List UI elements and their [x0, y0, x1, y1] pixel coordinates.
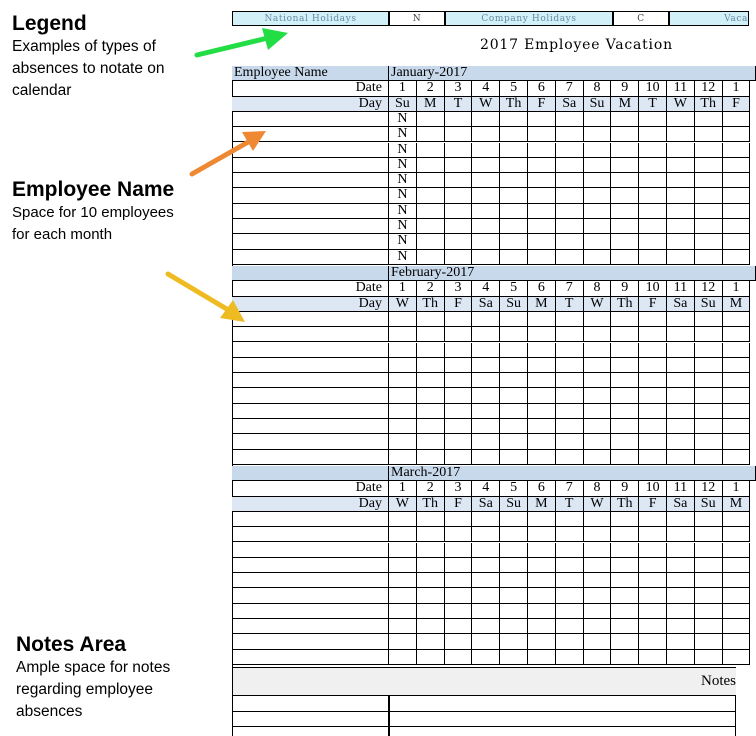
date-cell: 4	[472, 481, 500, 496]
day-cell: T	[639, 97, 667, 112]
date-cell: 3	[445, 81, 473, 96]
day-cell: M	[611, 97, 639, 112]
day-cell: W	[389, 497, 417, 512]
holiday-mark-cell[interactable]: N	[389, 143, 417, 158]
date-cell: 6	[528, 481, 556, 496]
date-cell: 11	[667, 81, 695, 96]
day-cell: W	[584, 497, 612, 512]
legend-vacation: Vaca	[669, 11, 749, 26]
date-cell: 6	[528, 81, 556, 96]
day-cell: T	[556, 297, 584, 312]
holiday-mark-cell[interactable]: N	[389, 173, 417, 188]
date-cell: 2	[417, 81, 445, 96]
day-cell: W	[667, 97, 695, 112]
holiday-mark-cell[interactable]: N	[389, 250, 417, 265]
date-cell: 2	[417, 281, 445, 296]
day-cell: W	[584, 297, 612, 312]
date-cell: 7	[556, 481, 584, 496]
day-cell: Th	[500, 97, 528, 112]
day-cell: Su	[584, 97, 612, 112]
date-cell: 9	[611, 281, 639, 296]
notes-area-description: Ample space for notes regarding employee absences	[16, 659, 171, 720]
notes-label: Notes	[232, 667, 736, 696]
date-cell: 4	[472, 281, 500, 296]
day-cell: M	[723, 497, 751, 512]
day-cell: F	[639, 497, 667, 512]
day-cell: F	[723, 97, 751, 112]
employee-name-header: Employee Name	[232, 66, 389, 81]
date-cell: 4	[472, 81, 500, 96]
day-cell: Sa	[667, 297, 695, 312]
date-cell: 11	[667, 281, 695, 296]
date-label: Date	[232, 481, 389, 496]
month-name: February-2017	[389, 266, 756, 281]
day-cell: Su	[500, 297, 528, 312]
legend-company-holidays: Company Holidays	[445, 11, 613, 26]
date-cell: 5	[500, 481, 528, 496]
legend-annotation	[12, 12, 212, 102]
date-cell: 10	[639, 281, 667, 296]
day-cell: T	[445, 97, 473, 112]
day-label: Day	[232, 297, 389, 312]
day-cell: T	[556, 497, 584, 512]
date-cell: 12	[695, 281, 723, 296]
day-cell: Th	[417, 297, 445, 312]
day-cell: W	[389, 297, 417, 312]
legend-heading: Legend	[12, 12, 87, 35]
legend-national-holidays: National Holidays	[232, 11, 389, 26]
notes-area-annotation	[16, 633, 216, 723]
date-cell: 7	[556, 281, 584, 296]
date-cell: 8	[584, 281, 612, 296]
day-cell: M	[417, 97, 445, 112]
holiday-mark-cell[interactable]: N	[389, 219, 417, 234]
date-cell: 9	[611, 81, 639, 96]
month-name: January-2017	[389, 66, 756, 81]
date-cell: 12	[695, 481, 723, 496]
day-cell: F	[445, 497, 473, 512]
date-cell: 7	[556, 81, 584, 96]
date-cell: 11	[667, 481, 695, 496]
day-cell: F	[528, 97, 556, 112]
notes-area-heading: Notes Area	[16, 633, 127, 656]
holiday-mark-cell[interactable]: N	[389, 158, 417, 173]
date-cell: 1	[389, 81, 417, 96]
date-cell: 3	[445, 281, 473, 296]
holiday-mark-cell[interactable]: N	[389, 127, 417, 142]
day-cell: W	[472, 97, 500, 112]
sheet-title: 2017 Employee Vacation	[480, 37, 673, 53]
date-cell: 5	[500, 81, 528, 96]
day-cell: M	[723, 297, 751, 312]
date-cell: 3	[445, 481, 473, 496]
date-cell: 1	[723, 81, 751, 96]
day-cell: Su	[389, 97, 417, 112]
day-cell: Su	[695, 497, 723, 512]
date-cell: 6	[528, 281, 556, 296]
day-cell: Th	[611, 297, 639, 312]
date-cell: 10	[639, 81, 667, 96]
date-cell: 9	[611, 481, 639, 496]
day-label: Day	[232, 97, 389, 112]
date-cell: 8	[584, 81, 612, 96]
holiday-mark-cell[interactable]: N	[389, 204, 417, 219]
employee-name-heading: Employee Name	[12, 178, 175, 201]
holiday-mark-cell[interactable]: N	[389, 234, 417, 249]
day-cell: M	[528, 497, 556, 512]
day-cell: Th	[611, 497, 639, 512]
day-cell: F	[445, 297, 473, 312]
yellow-arrow-icon	[168, 274, 245, 322]
date-cell: 2	[417, 481, 445, 496]
date-label: Date	[232, 281, 389, 296]
employee-name-annotation	[12, 178, 212, 246]
holiday-mark-cell[interactable]: N	[389, 188, 417, 203]
day-cell: Th	[417, 497, 445, 512]
date-cell: 8	[584, 481, 612, 496]
employee-name-description: Space for 10 employees for each month	[12, 204, 174, 243]
date-cell: 5	[500, 281, 528, 296]
date-cell: 10	[639, 481, 667, 496]
day-cell: F	[639, 297, 667, 312]
date-cell: 1	[389, 481, 417, 496]
date-cell: 1	[723, 281, 751, 296]
day-cell: Sa	[472, 497, 500, 512]
day-cell: Su	[500, 497, 528, 512]
day-cell: M	[528, 297, 556, 312]
date-cell: 1	[389, 281, 417, 296]
day-cell: Sa	[556, 97, 584, 112]
date-cell: 1	[723, 481, 751, 496]
date-label: Date	[232, 81, 389, 96]
month-name: March-2017	[389, 466, 756, 481]
day-cell: Sa	[667, 497, 695, 512]
holiday-mark-cell[interactable]: N	[389, 112, 417, 127]
legend-national-code: N	[389, 11, 445, 26]
day-cell: Th	[695, 97, 723, 112]
legend-description: Examples of types of absences to notate on calendar	[12, 38, 165, 99]
date-cell: 12	[695, 81, 723, 96]
day-label: Day	[232, 497, 389, 512]
day-cell: Su	[695, 297, 723, 312]
legend-company-code: C	[613, 11, 669, 26]
day-cell: Sa	[472, 297, 500, 312]
orange-arrow-icon	[192, 131, 266, 174]
